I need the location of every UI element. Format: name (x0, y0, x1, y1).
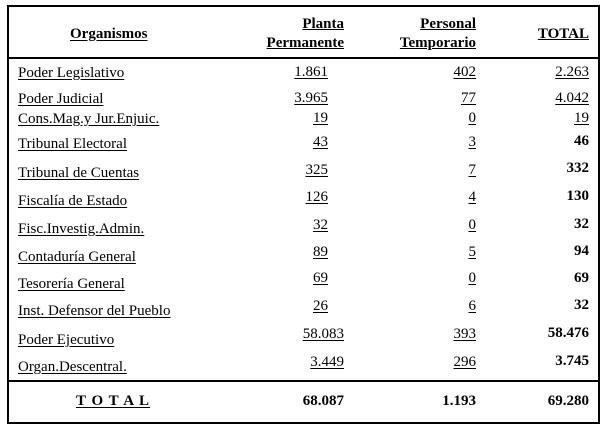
row-total: 332 (566, 160, 589, 176)
row-planta: 325 (305, 162, 328, 178)
row-total: 3.745 (555, 353, 589, 369)
row-name: Contaduría General (18, 249, 136, 265)
row-planta: 19 (313, 110, 328, 126)
row-planta: 126 (305, 189, 328, 205)
row-total: 2.263 (555, 64, 589, 80)
row-planta: 89 (313, 244, 328, 260)
row-planta: 3.449 (310, 354, 344, 370)
totals-label: T O T A L (76, 393, 151, 409)
row-name: Fisc.Investig.Admin. (18, 221, 145, 237)
row-name: Tribunal de Cuentas (18, 165, 140, 181)
row-personal: 3 (468, 134, 476, 150)
header-organismos: Organismos (70, 26, 148, 42)
row-name: Cons.Mag.y Jur.Enjuic. (18, 111, 160, 127)
row-personal: 77 (461, 90, 476, 106)
row-name: Inst. Defensor del Pueblo (18, 303, 171, 319)
totals-planta: 68.087 (302, 393, 344, 409)
row-personal: 0 (468, 270, 476, 286)
row-planta: 43 (313, 134, 328, 150)
row-total: 32 (574, 216, 589, 232)
totals-total: 69.280 (547, 393, 589, 409)
row-personal: 4 (468, 189, 476, 205)
row-planta: 1.861 (294, 64, 328, 80)
row-total: 19 (574, 110, 589, 126)
row-total: 32 (574, 297, 589, 313)
row-name: Poder Ejecutivo (18, 332, 115, 348)
row-name: Tribunal Electoral (18, 136, 128, 152)
totals-personal: 1.193 (442, 393, 476, 409)
row-personal: 0 (468, 217, 476, 233)
row-name: Poder Legislativo (18, 65, 125, 81)
row-personal: 7 (468, 162, 476, 178)
total-separator (7, 380, 600, 382)
row-planta: 32 (313, 217, 328, 233)
row-personal: 6 (468, 298, 476, 314)
row-total: 94 (574, 243, 589, 259)
header-total: TOTAL (537, 26, 589, 42)
row-personal: 402 (453, 64, 476, 80)
header-personal-line2: Temporario (399, 35, 476, 51)
row-personal: 393 (453, 326, 476, 342)
header-personal-line1: Personal (420, 16, 476, 32)
row-total: 46 (574, 133, 589, 149)
row-planta: 3.965 (294, 90, 328, 106)
header-planta-line2: Permanente (266, 35, 344, 51)
row-name: Organ.Descentral. (18, 359, 127, 375)
row-planta: 69 (313, 270, 328, 286)
row-total: 4.042 (555, 90, 589, 106)
row-name: Poder Judicial (18, 91, 104, 107)
row-personal: 0 (468, 110, 476, 126)
row-personal: 5 (468, 244, 476, 260)
row-name: Tesorería General (18, 276, 125, 292)
row-personal: 296 (453, 354, 476, 370)
row-planta: 26 (313, 298, 328, 314)
row-total: 130 (566, 188, 589, 204)
row-name: Fiscalía de Estado (18, 193, 128, 209)
header-planta-line1: Planta (302, 16, 344, 32)
row-total: 58.476 (547, 325, 589, 341)
header-separator (7, 57, 600, 59)
row-total: 69 (574, 270, 589, 286)
row-planta: 58.083 (302, 326, 344, 342)
